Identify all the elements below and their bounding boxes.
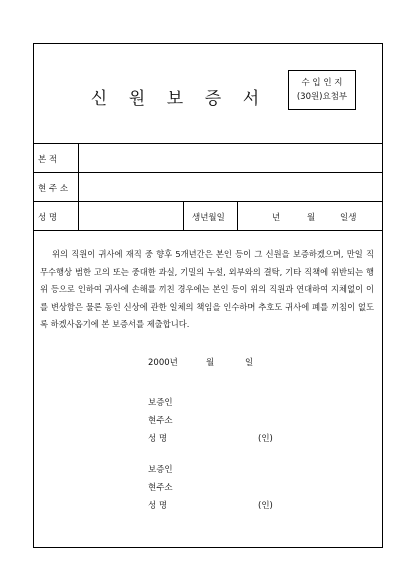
guarantor-2-title: 보증인	[148, 465, 173, 475]
table-line	[33, 201, 383, 202]
table-line	[33, 172, 383, 173]
name-label: 성 명	[38, 213, 58, 223]
guarantor-2-address-label: 현주소	[148, 483, 173, 493]
guarantor-1-name-label: 성 명	[148, 434, 168, 444]
table-divider	[78, 143, 79, 230]
revenue-stamp-box	[288, 70, 356, 110]
guarantor-2-seal: (인)	[258, 501, 273, 511]
guarantee-statement	[40, 246, 374, 334]
date-month: 월	[206, 358, 215, 368]
title-char: 서	[242, 89, 260, 109]
title-char: 보	[166, 89, 184, 109]
birth-date-label: 생년월일	[192, 213, 225, 223]
table-divider	[183, 201, 184, 230]
title-char: 증	[204, 89, 222, 109]
guarantee-statement-text: 위의 직원이 귀사에 재직 중 향후 5개년간은 본인 등이 그 신원을 보증하겠으며, 만일 직무수행상 범한 고의 또는 중대한 과실, 기밀의 누설, 외부와의 결탁, 기타 직책에 위반되는 행위 등으로 인하여 귀사에 손해를 끼친 경우에는 본인 등이 위의 직원과 연대하여 지체없이 이를 변상함은 물론 동인 신상에 관한 일체의 책임을 인수하며 추호도 귀사에 폐를 끼침이 없도록 하겠사옵기에 본 보증서를 제출합니다.	[40, 249, 374, 329]
document-title	[80, 84, 270, 109]
table-line	[33, 230, 383, 231]
birth-year-unit: 년	[272, 213, 281, 223]
domicile-label: 본 적	[38, 155, 58, 165]
birth-month-unit: 월	[307, 213, 316, 223]
table-line	[33, 143, 383, 144]
guarantor-2-name-label: 성 명	[148, 501, 168, 511]
stamp-line-2: (30원)요첨부	[296, 92, 348, 102]
stamp-line-1: 수 입 인 지	[301, 78, 343, 88]
guarantor-1-seal: (인)	[258, 434, 273, 444]
guarantor-1-address-label: 현주소	[148, 416, 173, 426]
date-year: 2000년	[148, 358, 178, 368]
title-char: 신	[90, 89, 108, 109]
table-divider	[237, 201, 238, 230]
date-day: 일	[245, 358, 254, 368]
title-char: 원	[128, 89, 146, 109]
address-label: 현 주 소	[38, 184, 69, 194]
guarantor-1-title: 보증인	[148, 398, 173, 408]
birth-day-unit: 일생	[340, 213, 357, 223]
